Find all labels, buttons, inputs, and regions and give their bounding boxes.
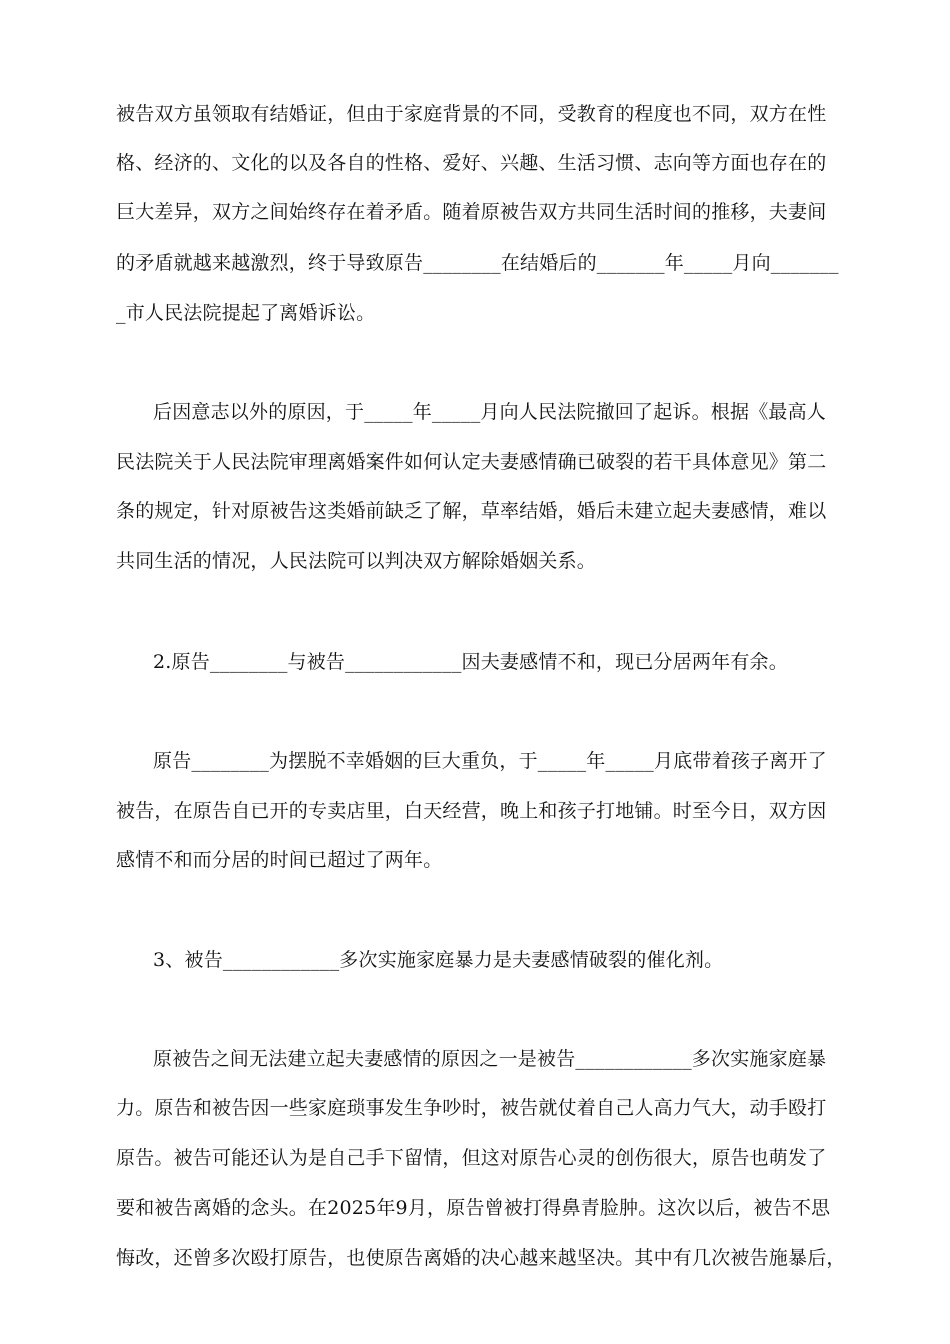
paragraph-1-line-3: 巨大差异，双方之间始终存在着矛盾。随着原被告双方共同生活时间的推移，夫妻间 bbox=[116, 201, 827, 223]
paragraph-1-line-5: _市人民法院提起了离婚诉讼。 bbox=[116, 302, 376, 324]
paragraph-4-line-5: 悔改，还曾多次殴打原告，也使原告离婚的决心越来越坚决。其中有几次被告施暴后， bbox=[116, 1247, 846, 1269]
paragraph-2-line-2: 民法院关于人民法院审理离婚案件如何认定夫妻感情确已破裂的若干具体意见》第二 bbox=[116, 451, 827, 473]
paragraph-3-line-1: 原告________为摆脱不幸婚姻的巨大重负，于_____年_____月底带着孩子离开了 bbox=[153, 750, 827, 772]
paragraph-1-line-2: 格、经济的、文化的以及各自的性格、爱好、兴趣、生活习惯、志向等方面也存在的 bbox=[116, 152, 827, 174]
paragraph-4-line-3: 原告。被告可能还认为是自己手下留情，但这对原告心灵的创伤很大，原告也萌发了 bbox=[116, 1147, 827, 1169]
paragraph-2-line-4: 共同生活的情况，人民法院可以判决双方解除婚姻关系。 bbox=[116, 550, 597, 572]
paragraph-3-line-3: 感情不和而分居的时间已超过了两年。 bbox=[116, 849, 443, 871]
paragraph-1-line-4: 的矛盾就越来越激烈，终于导致原告________在结婚后的_______年_____月向_______ bbox=[116, 252, 839, 274]
paragraph-2-line-1: 后因意志以外的原因，于_____年_____月向人民法院撤回了起诉。根据《最高人 bbox=[153, 401, 827, 423]
paragraph-3-line-2: 被告，在原告自已开的专卖店里，白天经营，晚上和孩子打地铺。时至今日，双方因 bbox=[116, 800, 827, 822]
heading-3: 3、被告____________多次实施家庭暴力是夫妻感情破裂的催化剂。 bbox=[153, 949, 724, 971]
paragraph-2-line-3: 条的规定，针对原被告这类婚前缺乏了解，草率结婚，婚后未建立起夫妻感情，难以 bbox=[116, 500, 827, 522]
paragraph-4-line-2: 力。原告和被告因一些家庭琐事发生争吵时，被告就仗着自己人高力气大，动手殴打 bbox=[116, 1097, 827, 1119]
paragraph-1-line-1: 被告双方虽领取有结婚证，但由于家庭背景的不同，受教育的程度也不同，双方在性 bbox=[116, 103, 827, 125]
heading-2: 2.原告________与被告____________因夫妻感情不和，现已分居两年有余。 bbox=[153, 651, 788, 673]
paragraph-4-line-1: 原被告之间无法建立起夫妻感情的原因之一是被告____________多次实施家庭暴 bbox=[153, 1048, 827, 1070]
paragraph-4-line-4: 要和被告离婚的念头。在2025年9月，原告曾被打得鼻青脸肿。这次以后，被告不思 bbox=[116, 1197, 831, 1219]
